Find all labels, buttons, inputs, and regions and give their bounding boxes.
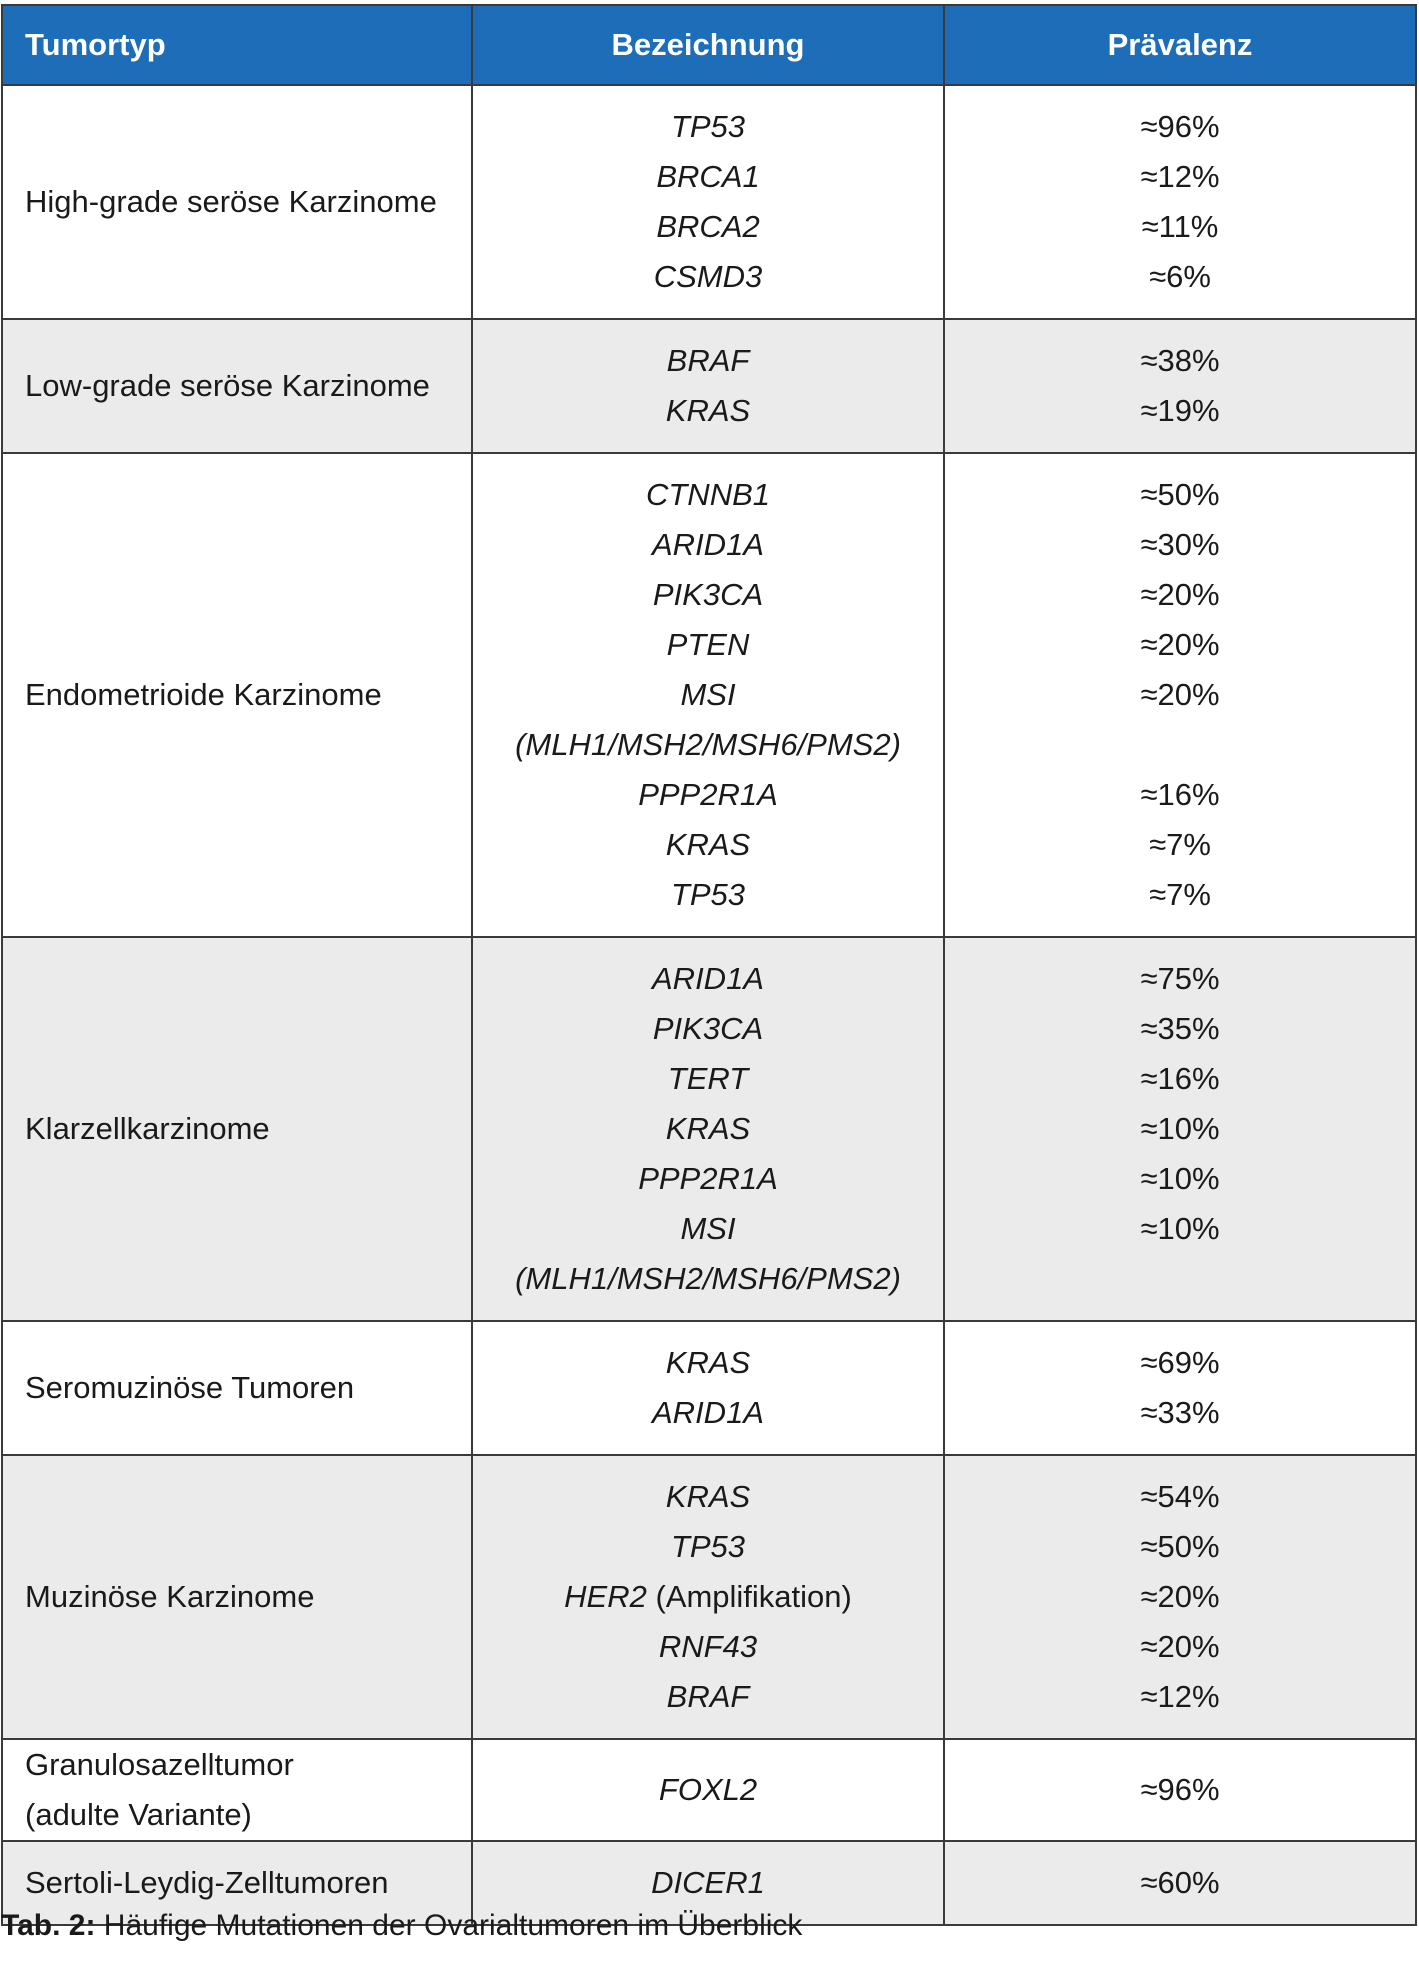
- prevalence-value: ≈10%: [1140, 1161, 1220, 1196]
- prevalence-value: ≈20%: [1140, 627, 1220, 662]
- prevalence-cell: [944, 1841, 1416, 1925]
- prevalence-value: ≈96%: [1140, 1772, 1220, 1807]
- prevalence-value: ≈7%: [1149, 827, 1211, 862]
- gene-line: [473, 1622, 943, 1672]
- table-body: [2, 85, 1416, 1925]
- header-praevalenz: Prävalenz: [944, 5, 1416, 85]
- tumor-type-label: (adulte Variante): [25, 1797, 252, 1832]
- gene-name: KRAS: [665, 827, 751, 862]
- prevalence-cell: [944, 937, 1416, 1321]
- gene-name: KRAS: [665, 1111, 751, 1146]
- gene-cell: [472, 1455, 944, 1739]
- gene-line: [473, 820, 943, 870]
- prevalence-cell: [944, 1739, 1416, 1841]
- table-row: [2, 319, 1416, 453]
- gene-name: PPP2R1A: [638, 777, 778, 812]
- prevalence-value: ≈75%: [1140, 961, 1220, 996]
- tumor-type-label: Muzinöse Karzinome: [25, 1579, 315, 1614]
- prevalence-value: ≈20%: [1140, 677, 1220, 712]
- gene-line: [473, 1522, 943, 1572]
- prevalence-value: ≈12%: [1140, 159, 1220, 194]
- prevalence-cell: [944, 453, 1416, 937]
- gene-name: BRCA1: [656, 159, 760, 194]
- gene-name: DICER1: [651, 1865, 765, 1900]
- prevalence-value: ≈33%: [1140, 1395, 1220, 1430]
- gene-name: TP53: [670, 109, 746, 144]
- prevalence-value: ≈35%: [1140, 1011, 1220, 1046]
- gene-line: [473, 1765, 943, 1815]
- mutations-table: [1, 4, 1417, 1926]
- gene-line: [473, 152, 943, 202]
- gene-line: [473, 1572, 943, 1622]
- gene-line: [473, 470, 943, 520]
- prevalence-value: ≈19%: [1140, 393, 1220, 428]
- gene-name: PIK3CA: [652, 1011, 764, 1046]
- gene-name: PTEN: [666, 627, 750, 662]
- gene-line: [473, 670, 943, 720]
- gene-cell: [472, 1321, 944, 1455]
- gene-name: TP53: [670, 877, 746, 912]
- prevalence-value: ≈60%: [1140, 1865, 1220, 1900]
- prevalence-value: ≈50%: [1140, 1529, 1220, 1564]
- prevalence-value: ≈50%: [1140, 477, 1220, 512]
- gene-line: [473, 870, 943, 920]
- prevalence-value: ≈20%: [1140, 577, 1220, 612]
- gene-line: [473, 720, 943, 770]
- tumor-type-cell: [2, 453, 472, 937]
- gene-line: [473, 1154, 943, 1204]
- gene-name: TP53: [670, 1529, 746, 1564]
- gene-name: CTNNB1: [645, 477, 770, 512]
- table-row: [2, 1455, 1416, 1739]
- gene-cell: [472, 1739, 944, 1841]
- gene-line: [473, 570, 943, 620]
- gene-line: [473, 336, 943, 386]
- tumor-type-label: Sertoli-Leydig-Zelltumoren: [25, 1865, 389, 1900]
- gene-line: [473, 1472, 943, 1522]
- caption-text: Häufige Mutationen der Ovarialtumoren im Überblick: [95, 1909, 803, 1942]
- prevalence-value: ≈38%: [1140, 343, 1220, 378]
- gene-name: KRAS: [665, 1345, 751, 1380]
- gene-line: [473, 202, 943, 252]
- prevalence-value: ≈10%: [1140, 1211, 1220, 1246]
- tumor-type-label: Seromuzinöse Tumoren: [25, 1370, 355, 1405]
- gene-name: BRAF: [666, 1679, 750, 1714]
- tumor-type-cell: [2, 1321, 472, 1455]
- table-row: [2, 453, 1416, 937]
- prevalence-cell: [944, 1321, 1416, 1455]
- prevalence-value: ≈16%: [1140, 777, 1220, 812]
- gene-line: [473, 620, 943, 670]
- table-row: [2, 85, 1416, 319]
- prevalence-value: ≈30%: [1140, 527, 1220, 562]
- prevalence-value: ≈7%: [1149, 877, 1211, 912]
- header-tumortyp: Tumortyp: [2, 5, 472, 85]
- gene-name: MSI: [680, 677, 736, 712]
- tumor-type-label: High-grade seröse Karzinome: [25, 184, 437, 219]
- gene-line: [473, 1672, 943, 1722]
- tumor-type-cell: [2, 937, 472, 1321]
- prevalence-value: ≈96%: [1140, 109, 1220, 144]
- gene-name: (MLH1/MSH2/MSH6/PMS2): [515, 727, 901, 762]
- mutations-table-container: [1, 4, 1415, 1926]
- gene-name: FOXL2: [658, 1772, 758, 1807]
- gene-line: [473, 1054, 943, 1104]
- gene-cell: [472, 453, 944, 937]
- gene-line: [473, 386, 943, 436]
- prevalence-value: ≈12%: [1140, 1679, 1220, 1714]
- gene-name: (MLH1/MSH2/MSH6/PMS2): [515, 1261, 901, 1296]
- prevalence-value: ≈20%: [1140, 1629, 1220, 1664]
- gene-line: [473, 1388, 943, 1438]
- tumor-type-cell: [2, 319, 472, 453]
- tumor-type-label: Low-grade seröse Karzinome: [25, 368, 430, 403]
- prevalence-value: ≈54%: [1140, 1479, 1220, 1514]
- table-header: [2, 5, 1416, 85]
- prevalence-value: ≈11%: [1141, 209, 1219, 244]
- prevalence-cell: [944, 1455, 1416, 1739]
- caption-label: Tab. 2:: [1, 1909, 96, 1942]
- gene-name: BRCA2: [656, 209, 760, 244]
- prevalence-value: ≈69%: [1140, 1345, 1220, 1380]
- prevalence-value: ≈16%: [1140, 1061, 1220, 1096]
- gene-name: TERT: [667, 1061, 749, 1096]
- gene-cell: [472, 85, 944, 319]
- gene-name: MSI: [680, 1211, 736, 1246]
- table-row: [2, 937, 1416, 1321]
- tumor-type-cell: [2, 1739, 472, 1841]
- prevalence-value: ≈6%: [1149, 259, 1211, 294]
- gene-line: [473, 954, 943, 1004]
- table-row: [2, 1739, 1416, 1841]
- gene-name: BRAF: [666, 343, 750, 378]
- tumor-type-cell: [2, 85, 472, 319]
- gene-line: [473, 252, 943, 302]
- gene-note: (Amplifikation): [646, 1579, 852, 1614]
- prevalence-value: [945, 1254, 1415, 1304]
- gene-name: HER2: [564, 1579, 647, 1614]
- tumor-type-label: Klarzellkarzinome: [25, 1111, 270, 1146]
- prevalence-cell: [944, 319, 1416, 453]
- tumor-type-label: Endometrioide Karzinome: [25, 677, 382, 712]
- gene-line: [473, 1338, 943, 1388]
- gene-line: [473, 520, 943, 570]
- gene-name: CSMD3: [653, 259, 763, 294]
- header-row: [2, 5, 1416, 85]
- gene-line: [473, 770, 943, 820]
- gene-line: [473, 1254, 943, 1304]
- gene-line: [473, 1204, 943, 1254]
- tumor-type-cell: [2, 1455, 472, 1739]
- prevalence-value: ≈20%: [1140, 1579, 1220, 1614]
- gene-name: RNF43: [658, 1629, 758, 1664]
- gene-name: ARID1A: [652, 527, 764, 562]
- header-bezeichnung: Bezeichnung: [472, 5, 944, 85]
- prevalence-value: [945, 720, 1415, 770]
- gene-name: ARID1A: [652, 1395, 764, 1430]
- gene-line: [473, 102, 943, 152]
- gene-line: [473, 1004, 943, 1054]
- gene-name: PPP2R1A: [638, 1161, 778, 1196]
- table-caption: [1, 1906, 802, 1946]
- gene-cell: [472, 319, 944, 453]
- prevalence-value: ≈10%: [1140, 1111, 1220, 1146]
- gene-name: KRAS: [665, 393, 751, 428]
- prevalence-cell: [944, 85, 1416, 319]
- gene-name: ARID1A: [652, 961, 764, 996]
- tumor-type-label: Granulosazelltumor: [25, 1747, 294, 1782]
- gene-line: [473, 1104, 943, 1154]
- gene-name: KRAS: [665, 1479, 751, 1514]
- gene-cell: [472, 937, 944, 1321]
- gene-line: [473, 1858, 943, 1908]
- gene-name: PIK3CA: [652, 577, 764, 612]
- table-row: [2, 1321, 1416, 1455]
